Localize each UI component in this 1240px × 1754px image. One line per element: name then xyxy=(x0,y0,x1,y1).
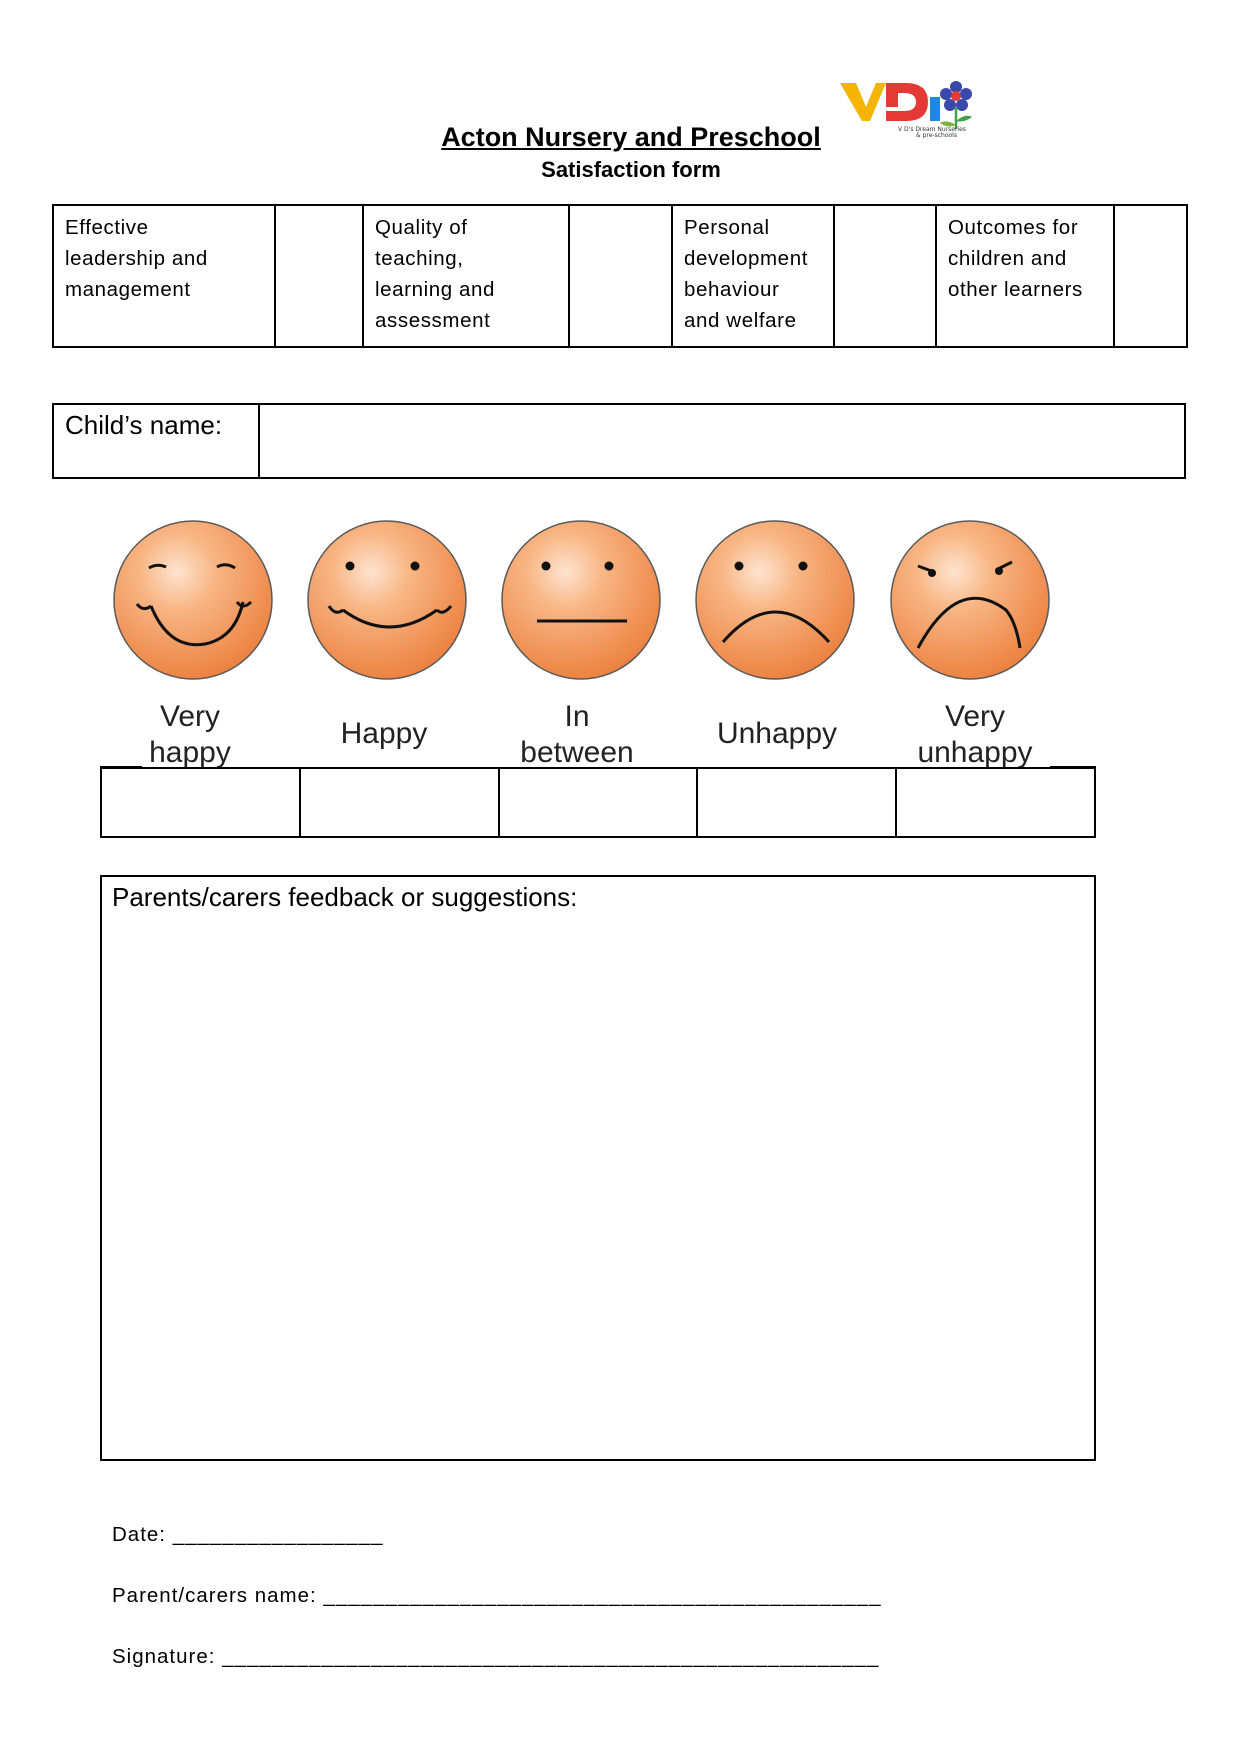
category-table xyxy=(52,204,1188,348)
form-subtitle: Satisfaction form xyxy=(541,157,721,182)
category-line: Quality of xyxy=(375,216,468,239)
face-label-line: happy xyxy=(149,736,231,769)
nursery-logo xyxy=(838,77,974,139)
category-teaching xyxy=(363,205,569,347)
rating-box-unhappy[interactable] xyxy=(697,768,896,837)
happy-face-icon[interactable] xyxy=(305,518,469,682)
category-rating-cell-2[interactable] xyxy=(569,205,672,347)
category-rating-cell-3[interactable] xyxy=(834,205,936,347)
face-label-line: Happy xyxy=(340,717,428,750)
very-happy-face-icon[interactable] xyxy=(111,518,275,682)
face-label-line: Very xyxy=(944,700,1006,733)
form-title: Acton Nursery and Preschool xyxy=(441,122,821,152)
in-between-face-icon[interactable] xyxy=(499,518,663,682)
date-field[interactable]: Date: _________________ xyxy=(112,1523,384,1546)
face-label-line: unhappy xyxy=(917,736,1033,769)
child-name-field[interactable] xyxy=(259,404,1185,478)
feedback-box[interactable] xyxy=(100,875,1096,1461)
category-line: management xyxy=(65,278,191,301)
child-name-table xyxy=(52,403,1186,479)
face-label-unhappy xyxy=(677,716,877,752)
category-line: teaching, xyxy=(375,247,464,270)
face-label-line: In xyxy=(564,700,590,733)
category-line: Personal xyxy=(684,216,770,239)
face-label-very-happy xyxy=(90,699,290,771)
category-personal-development xyxy=(672,205,834,347)
logo-letter-v xyxy=(840,83,886,121)
category-line: Effective xyxy=(65,216,149,239)
feedback-label: Parents/carers feedback or suggestions: xyxy=(112,882,578,912)
category-line: development xyxy=(684,247,808,270)
face-label-very-unhappy xyxy=(875,699,1075,771)
category-line: Outcomes for xyxy=(948,216,1079,239)
child-name-label: Child’s name: xyxy=(53,404,259,478)
face-label-line: Very xyxy=(159,700,221,733)
face-label-happy xyxy=(284,716,484,752)
face-label-in-between xyxy=(477,699,677,771)
logo-tagline-2: & pre-schools xyxy=(916,132,957,139)
category-line: behaviour xyxy=(684,278,780,301)
rating-box-very-happy[interactable] xyxy=(101,768,300,837)
rating-box-happy[interactable] xyxy=(300,768,499,837)
category-rating-cell-4[interactable] xyxy=(1114,205,1187,347)
flower-icon xyxy=(940,81,972,129)
very-unhappy-face-icon[interactable] xyxy=(888,518,1052,682)
category-line: and welfare xyxy=(684,309,797,332)
category-line: assessment xyxy=(375,309,491,332)
rating-box-very-unhappy[interactable] xyxy=(896,768,1095,837)
category-line: learning and xyxy=(375,278,496,301)
unhappy-face-icon[interactable] xyxy=(693,518,857,682)
rating-boxes xyxy=(100,767,1096,838)
category-leadership xyxy=(53,205,275,347)
logo-tagline-1: V D's Dream Nurseries xyxy=(898,126,966,133)
category-outcomes xyxy=(936,205,1114,347)
parent-name-field[interactable]: Parent/carers name: _____________________________________________ xyxy=(112,1584,882,1607)
category-line: leadership and xyxy=(65,247,208,270)
face-label-line: between xyxy=(520,736,634,769)
signature-field[interactable]: Signature: _____________________________________________________ xyxy=(112,1645,880,1668)
category-line: children and xyxy=(948,247,1067,270)
logo-letter-d xyxy=(886,83,928,121)
face-label-line: Unhappy xyxy=(716,717,838,750)
logo-bar xyxy=(930,97,940,121)
rating-box-in-between[interactable] xyxy=(499,768,698,837)
category-line: other learners xyxy=(948,278,1083,301)
category-rating-cell-1[interactable] xyxy=(275,205,363,347)
